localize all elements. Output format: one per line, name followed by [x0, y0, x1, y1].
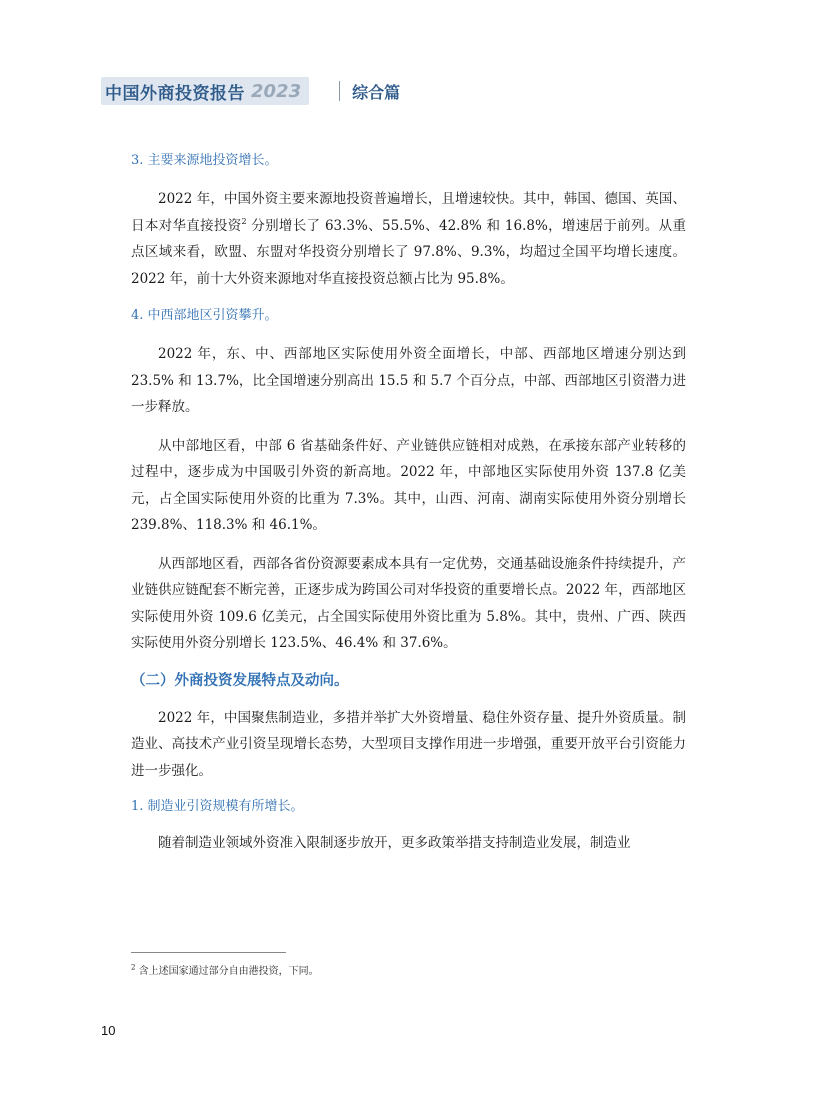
footnote — [131, 962, 319, 977]
paragraph-text: 2022 年，中国外资主要来源地投资普遍增长，且增速较快。其中，韩国、德国、英国、日本对华直接投资 — [131, 191, 686, 234]
paragraph-central-region: 从中部地区看，中部 6 省基础条件好、产业链供应链相对成熟，在承接东部产业转移的过程中，逐步成为中国吸引外资的新高地。2022 年，中部地区实际使用外资 137.8 亿美元，占全国实际使用外资的比重为 7.3%。其中，山西、河南、湖南实际使用外资分别增长 239.8%、118.3% 和 46.1%。 — [131, 437, 686, 533]
report-year: 2023 — [251, 80, 302, 102]
paragraph-manufacturing-focus: 2022 年，中国聚焦制造业，多措并举扩大外资增量、稳住外资存量、提升外资质量。制造业、高技术产业引资呈现增长态势，大型项目支撑作用进一步增强，重要开放平台引资能力进一步强化。 — [131, 709, 686, 779]
footnote-reference: 2 — [241, 216, 247, 226]
footnote-divider — [131, 952, 286, 953]
report-title: 中国外商投资报告 — [105, 83, 245, 104]
subheading-manufacturing: 1. 制造业引资规模有所增长。 — [131, 799, 304, 814]
footnote-mark: 2 — [131, 963, 136, 972]
subheading-main-sources: 3. 主要来源地投资增长。 — [131, 153, 278, 168]
running-header — [101, 78, 400, 104]
paragraph-regions-growth: 2022 年，东、中、西部地区实际使用外资全面增长，中部、西部地区增速分别达到 23.5% 和 13.7%，比全国增速分别高出 15.5 和 5.7 个百分点，中部、西部地区引资潜力进一步释放。 — [131, 346, 686, 415]
header-divider — [339, 81, 340, 101]
report-title-badge — [101, 77, 309, 105]
section-name: 综合篇 — [352, 82, 401, 102]
page-number: 10 — [101, 1023, 116, 1038]
body-content — [131, 150, 686, 857]
subheading-central-western: 4. 中西部地区引资攀升。 — [131, 308, 278, 323]
section-heading-trends: （二）外商投资发展特点及动向。 — [131, 672, 349, 689]
footnote-text: 含上述国家通过部分自由港投资，下同。 — [138, 966, 319, 977]
paragraph-text-cont: 分别增长了 63.3%、55.5%、42.8% 和 16.8%，增速居于前列。从重点区域来看，欧盟、东盟对华投资分别增长了 97.8%、9.3%，均超过全国平均增长速度。2022 年，前十大外资来源地对华直接投资总额占比为 95.8%。 — [131, 217, 686, 287]
paragraph-main-sources — [131, 186, 686, 292]
paragraph-manufacturing-access: 随着制造业领域外资准入限制逐步放开，更多政策举措支持制造业发展，制造业 — [158, 835, 631, 851]
paragraph-western-region: 从西部地区看，西部各省份资源要素成本具有一定优势，交通基础设施条件持续提升，产业链供应链配套不断完善，正逐步成为跨国公司对华投资的重要增长点。2022 年，西部地区实际使用外资 109.6 亿美元，占全国实际使用外资比重为 5.8%。其中，贵州、广西、陕西实际使用外资分别增长 123.5%、46.4% 和 37.6%。 — [131, 555, 686, 651]
